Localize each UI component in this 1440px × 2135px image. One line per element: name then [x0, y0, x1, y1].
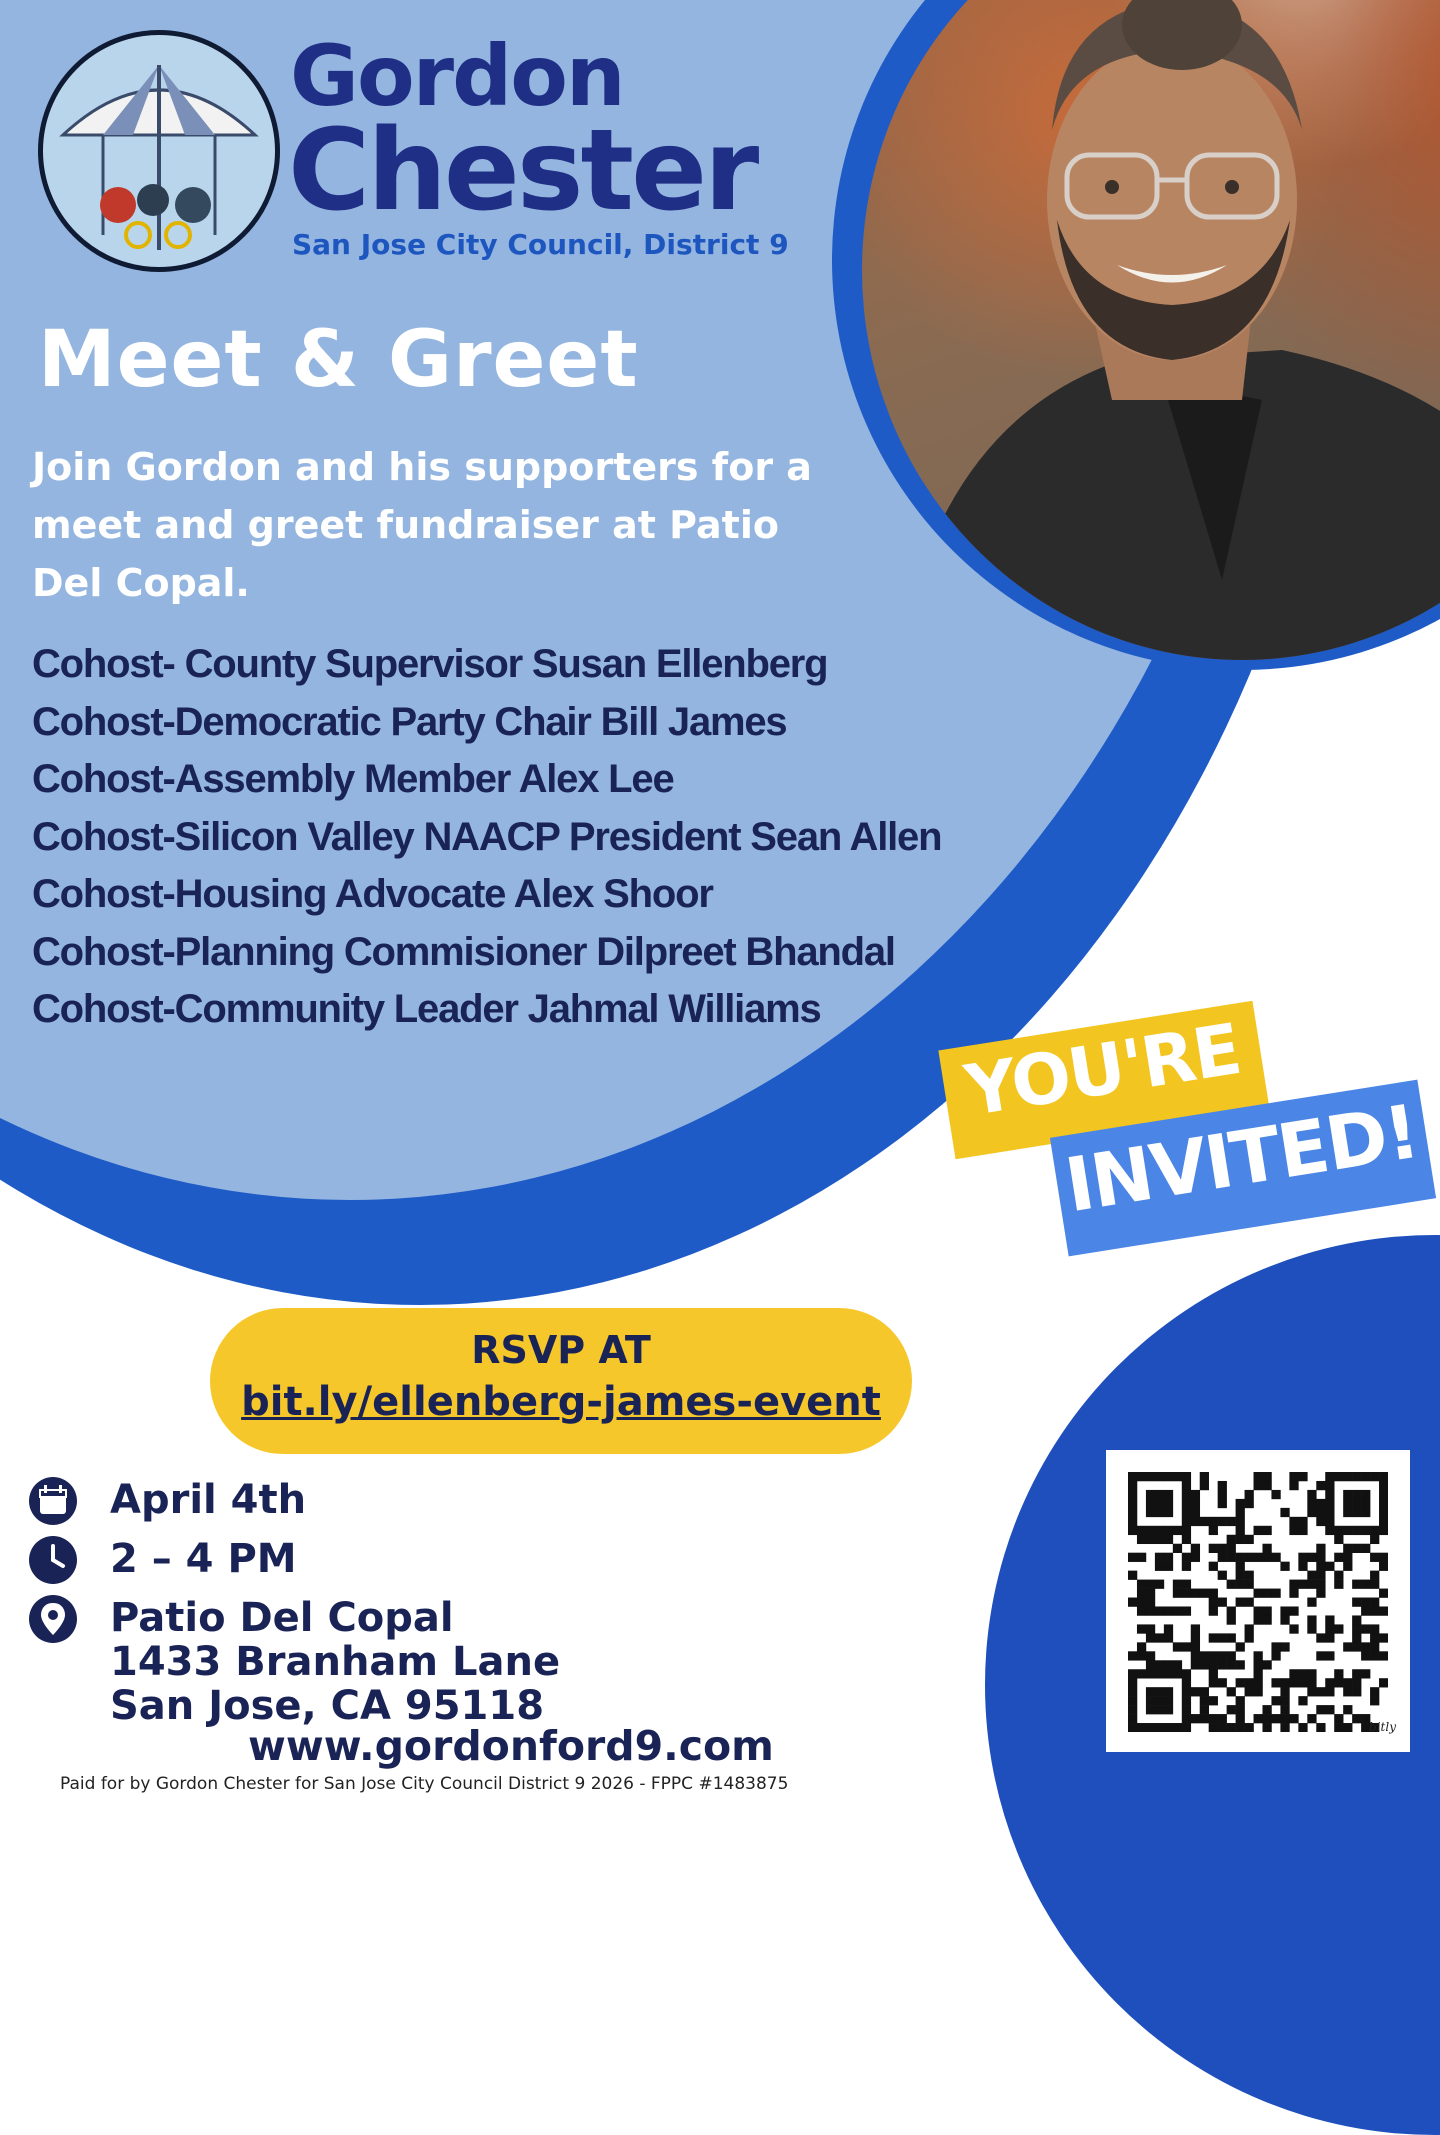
event-date: April 4th — [110, 1477, 307, 1523]
event-city: San Jose, CA 95118 — [110, 1683, 545, 1729]
qr-brand: bitly — [1369, 1720, 1396, 1734]
disclaimer-text: Paid for by Gordon Chester for San Jose City Council District 9 2026 - FPPC #1483875 — [60, 1774, 789, 1794]
cohost-item: Cohost-Community Leader Jahmal Williams — [32, 987, 821, 1031]
calendar-icon — [28, 1476, 78, 1526]
event-street: 1433 Branham Lane — [110, 1639, 561, 1685]
badge-line-2: INVITED! — [1059, 1088, 1424, 1230]
carousel-logo — [38, 30, 280, 272]
cohost-item: Cohost-Assembly Member Alex Lee — [32, 757, 674, 801]
cohost-item: Cohost-Silicon Valley NAACP President Sean Allen — [32, 814, 942, 859]
event-time: 2 – 4 PM — [110, 1536, 297, 1582]
carousel-icon — [43, 35, 275, 267]
qr-code-card — [1106, 1450, 1410, 1752]
candidate-portrait — [862, 0, 1440, 660]
badge-line-1: YOU'RE — [959, 1008, 1245, 1133]
rsvp-pill — [210, 1308, 912, 1454]
cohost-item: Cohost-Planning Commisioner Dilpreet Bhandal — [32, 929, 895, 974]
intro-text: Join Gordon and his supporters for a meet and greet fundraiser at Patio Del Copal. — [32, 445, 812, 605]
website-link[interactable]: www.gordonford9.com — [248, 1722, 774, 1770]
candidate-first-name: Gordon — [290, 27, 624, 125]
rsvp-link[interactable]: bit.ly/ellenberg-james-event — [241, 1379, 881, 1425]
clock-icon — [28, 1535, 78, 1585]
rsvp-title: RSVP AT — [471, 1328, 651, 1372]
cohost-item: Cohost-Democratic Party Chair Bill James — [32, 699, 787, 744]
cohost-list — [32, 636, 941, 1039]
qr-code[interactable] — [1128, 1472, 1388, 1732]
cohost-item: Cohost- County Supervisor Susan Ellenberg — [32, 642, 828, 686]
candidate-office: San Jose City Council, District 9 — [292, 228, 789, 261]
page-title: Meet & Greet — [38, 315, 639, 405]
cohost-item: Cohost-Housing Advocate Alex Shoor — [32, 872, 713, 916]
candidate-last-name: Chester — [288, 106, 757, 236]
event-venue: Patio Del Copal — [110, 1595, 454, 1641]
location-pin-icon — [28, 1594, 78, 1644]
candidate-photo — [862, 0, 1440, 660]
